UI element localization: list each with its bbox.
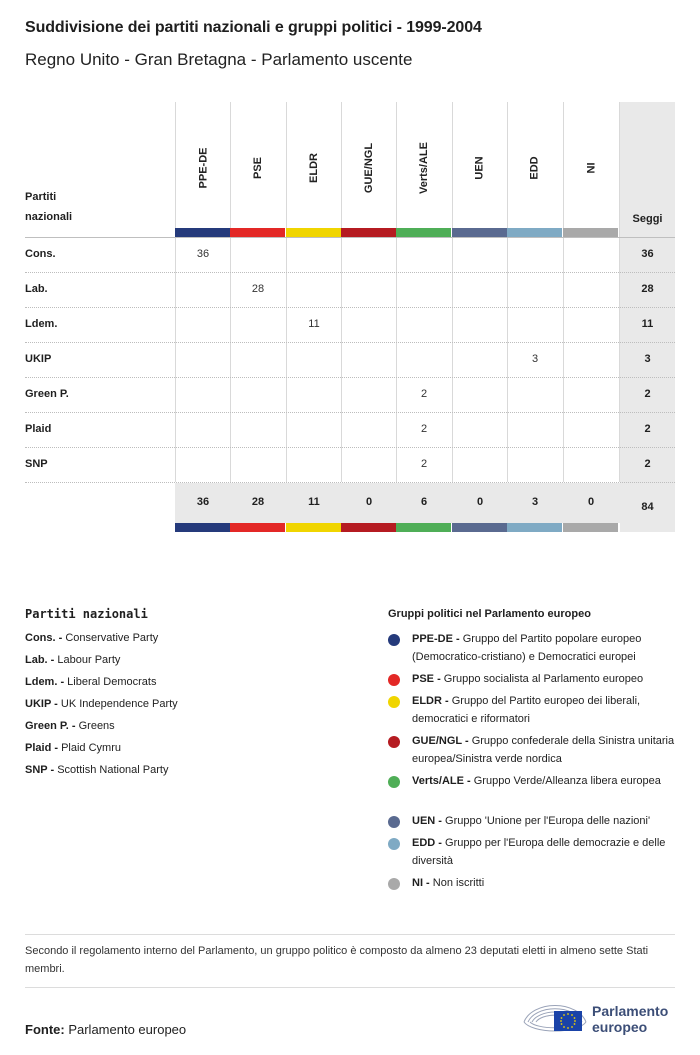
party-legend-item xyxy=(25,698,178,710)
group-full-name: Gruppo Verde/Alleanza libera europea xyxy=(470,775,661,787)
group-full-name: Gruppo del Partito europeo dei liberali, democratici e riformatori xyxy=(412,695,641,725)
group-legend-item xyxy=(412,812,680,830)
group-color-bar xyxy=(507,228,562,237)
group-total: 0 xyxy=(587,496,595,508)
row-party-name: UKIP xyxy=(25,353,52,365)
party-full-name: UK Independence Party xyxy=(57,698,178,710)
group-abbr: EDD - xyxy=(412,837,442,849)
row-party-name: Ldem. xyxy=(25,318,58,330)
party-legend-item xyxy=(25,632,158,644)
party-abbr: Plaid - xyxy=(25,742,59,754)
group-header xyxy=(452,118,508,218)
group-color-bar xyxy=(175,228,230,237)
group-header-label: Verts/ALE xyxy=(418,142,430,194)
group-color-bar xyxy=(396,523,451,532)
source-label: Fonte: xyxy=(25,1022,65,1037)
party-legend-item xyxy=(25,676,156,688)
group-header-label: UEN xyxy=(473,156,486,180)
group-total: 3 xyxy=(531,496,539,508)
row-seats: 36 xyxy=(641,248,654,260)
party-full-name: Conservative Party xyxy=(62,632,159,644)
group-legend-item xyxy=(412,874,680,892)
logo-line1: Parlamento xyxy=(592,1003,669,1019)
group-abbr: ELDR - xyxy=(412,695,449,707)
group-color-dot-icon xyxy=(388,696,400,708)
row-party-name: Cons. xyxy=(25,248,56,260)
table-cell: 2 xyxy=(420,458,428,470)
logo-text xyxy=(592,1003,668,1035)
group-color-dot-icon xyxy=(388,736,400,748)
group-color-dot-icon xyxy=(388,816,400,828)
group-legend-item xyxy=(412,772,680,790)
party-abbr: Ldem. - xyxy=(25,676,65,688)
row-party-name: Plaid xyxy=(25,423,52,435)
group-legend-item xyxy=(412,670,680,688)
party-legend-item xyxy=(25,764,168,776)
party-full-name: Scottish National Party xyxy=(54,764,169,776)
group-header-label: NI xyxy=(585,162,597,174)
row-divider xyxy=(25,307,675,308)
group-total: 0 xyxy=(365,496,373,508)
table-cell: 36 xyxy=(196,248,210,260)
group-header xyxy=(230,118,286,218)
page-title: Suddivisione dei partiti nazionali e gruppi politici - 1999-2004 xyxy=(25,19,482,36)
row-divider xyxy=(25,412,675,413)
party-abbr: SNP - xyxy=(25,764,55,776)
group-header xyxy=(341,118,397,218)
header-divider xyxy=(25,237,675,238)
group-color-bar xyxy=(230,228,285,237)
row-seats: 3 xyxy=(644,353,651,365)
party-abbr: UKIP - xyxy=(25,698,58,710)
group-header-label: GUE/NGL xyxy=(363,142,375,194)
group-abbr: Verts/ALE - xyxy=(412,775,471,787)
group-color-bar xyxy=(230,523,285,532)
group-color-dot-icon xyxy=(388,878,400,890)
row-divider xyxy=(25,342,675,343)
footnote: Secondo il regolamento interno del Parlamento, un gruppo politico è composto da almeno 23 deputati eletti in almeno sette Stati membri. xyxy=(25,945,649,975)
group-header xyxy=(396,118,452,218)
group-full-name: Non iscritti xyxy=(429,877,485,889)
group-color-bar xyxy=(341,228,396,237)
group-color-bar xyxy=(396,228,451,237)
row-seats: 2 xyxy=(644,458,651,470)
group-header xyxy=(563,118,619,218)
party-header-line1: Partiti xyxy=(25,191,57,203)
group-color-dot-icon xyxy=(388,634,400,646)
source xyxy=(25,1022,186,1037)
group-full-name: Gruppo del Partito popolare europeo (Democratico-cristiano) e Democratici europei xyxy=(412,633,642,663)
party-column-header xyxy=(25,187,105,227)
group-abbr: UEN - xyxy=(412,815,442,827)
table-cell: 28 xyxy=(251,283,265,295)
group-full-name: Gruppo 'Unione per l'Europa delle nazioni' xyxy=(441,815,651,827)
group-legend-item xyxy=(412,692,680,728)
party-full-name: Labour Party xyxy=(54,654,121,666)
source-value: Parlamento europeo xyxy=(64,1022,187,1037)
group-total: 11 xyxy=(308,496,320,508)
group-total: 0 xyxy=(476,496,484,508)
table-cell: 3 xyxy=(531,353,539,365)
group-color-bar xyxy=(341,523,396,532)
group-color-bar xyxy=(452,523,507,532)
row-party-name: SNP xyxy=(25,458,48,470)
party-abbr: Green P. - xyxy=(25,720,76,732)
party-legend-item xyxy=(25,742,121,754)
table-cell: 2 xyxy=(420,423,428,435)
row-seats: 28 xyxy=(641,283,654,295)
logo-line2: europeo xyxy=(592,1019,648,1035)
party-header-line2: nazionali xyxy=(25,211,73,223)
seats-column-header: Seggi xyxy=(632,213,663,225)
party-legend-title: Partiti nazionali xyxy=(25,607,148,621)
group-total: 28 xyxy=(251,496,265,508)
party-legend-item xyxy=(25,654,120,666)
group-header-label: ELDR xyxy=(307,153,320,183)
group-header-label: PSE xyxy=(251,156,264,180)
group-abbr: PSE - xyxy=(412,673,441,685)
party-full-name: Liberal Democrats xyxy=(64,676,157,688)
party-full-name: Greens xyxy=(75,720,115,732)
row-divider xyxy=(25,447,675,448)
group-color-bar xyxy=(452,228,507,237)
group-total: 6 xyxy=(420,496,428,508)
group-color-dot-icon xyxy=(388,674,400,686)
party-full-name: Plaid Cymru xyxy=(58,742,121,754)
page-subtitle: Regno Unito - Gran Bretagna - Parlamento uscente xyxy=(25,50,413,69)
group-abbr: NI - xyxy=(412,877,430,889)
group-color-bar xyxy=(175,523,230,532)
group-legend-item xyxy=(412,732,680,768)
divider xyxy=(25,934,675,935)
group-color-bar xyxy=(563,228,618,237)
party-abbr: Cons. - xyxy=(25,632,63,644)
group-color-bar xyxy=(286,228,341,237)
group-legend-title: Gruppi politici nel Parlamento europeo xyxy=(388,608,591,620)
group-legend-item xyxy=(412,630,680,666)
row-divider xyxy=(25,482,675,483)
table-cell: 2 xyxy=(420,388,428,400)
group-abbr: PPE-DE - xyxy=(412,633,460,645)
party-legend-item xyxy=(25,720,115,732)
group-header xyxy=(286,118,342,218)
group-legend-item xyxy=(412,834,680,870)
group-color-bar xyxy=(286,523,341,532)
divider xyxy=(25,987,675,988)
group-full-name: Gruppo confederale della Sinistra unitaria europea/Sinistra verde nordica xyxy=(412,735,675,765)
grand-total: 84 xyxy=(641,501,654,513)
group-header xyxy=(507,118,563,218)
party-abbr: Lab. - xyxy=(25,654,55,666)
table-cell: 11 xyxy=(308,318,320,330)
group-header-label: PPE-DE xyxy=(197,147,209,189)
row-seats: 2 xyxy=(644,388,651,400)
row-party-name: Green P. xyxy=(25,388,69,400)
row-seats: 11 xyxy=(641,318,654,330)
group-header xyxy=(175,118,231,218)
row-seats: 2 xyxy=(644,423,651,435)
row-divider xyxy=(25,272,675,273)
row-divider xyxy=(25,377,675,378)
group-full-name: Gruppo per l'Europa delle democrazie e delle diversità xyxy=(412,837,666,867)
group-header-label: EDD xyxy=(528,156,541,180)
group-color-dot-icon xyxy=(388,776,400,788)
row-party-name: Lab. xyxy=(25,283,48,295)
group-total: 36 xyxy=(196,496,210,508)
group-abbr: GUE/NGL - xyxy=(412,735,469,747)
group-color-dot-icon xyxy=(388,838,400,850)
group-full-name: Gruppo socialista al Parlamento europeo xyxy=(440,673,644,685)
group-color-bar xyxy=(563,523,618,532)
group-color-bar xyxy=(507,523,562,532)
